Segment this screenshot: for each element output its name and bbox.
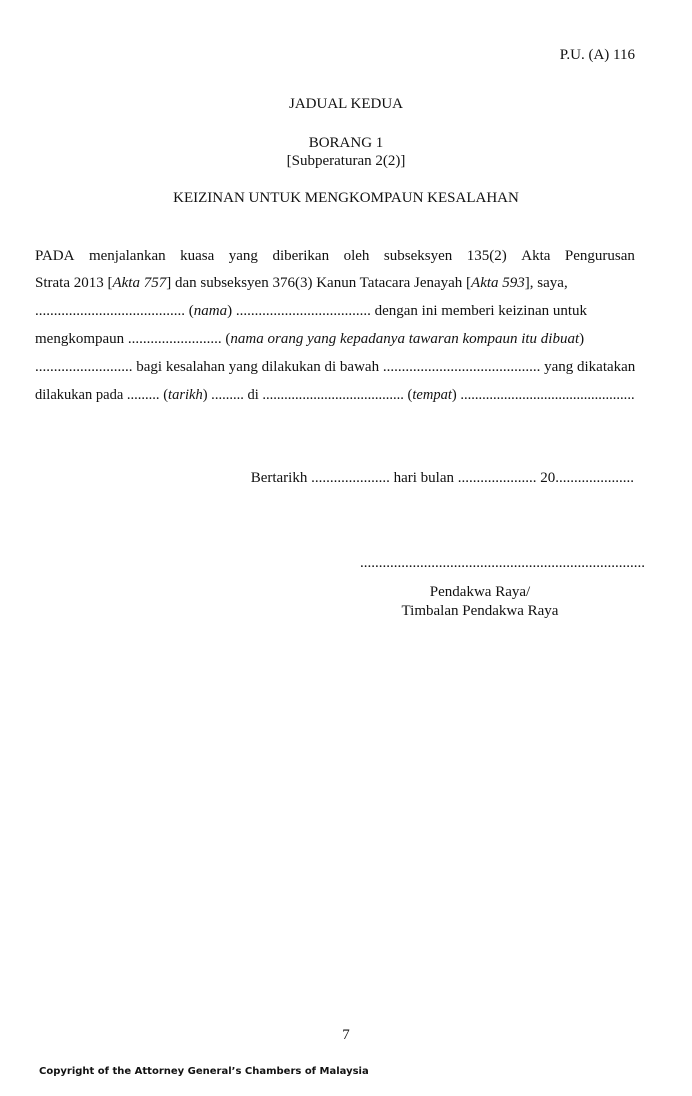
- text: mengkompaun ......................... (: [35, 331, 231, 347]
- date-line: Bertarikh ..................... hari bulan ..................... 20.....................: [250, 470, 634, 486]
- text: ] dan subseksyen 376(3) Kanun Tatacara Jenayah [: [166, 275, 472, 291]
- field-hint-name: nama: [193, 303, 228, 319]
- signatory-title-2: Timbalan Pendakwa Raya: [401, 603, 559, 619]
- paragraph-line-4: [35, 329, 635, 349]
- form-title: BORANG 1: [308, 135, 384, 151]
- text: dilakukan pada ......... (: [35, 387, 169, 403]
- text: Strata 2013 [: [35, 275, 113, 291]
- text: ) ......... di ....................................... (: [202, 387, 413, 403]
- word: subseksyen: [383, 248, 453, 264]
- text: ........................................ (: [35, 303, 194, 319]
- text: ): [579, 331, 585, 347]
- text: ) ................................................: [451, 387, 635, 403]
- field-hint-place: tempat: [412, 387, 452, 403]
- act-reference: Akta 593: [471, 275, 525, 291]
- field-hint-offender: nama orang yang kepadanya tawaran kompaun itu dibuat: [230, 331, 580, 347]
- text: .......................... bagi kesalahan yang dilakukan di bawah .......................................... yang dikatakan: [35, 359, 636, 375]
- paragraph-line-1: [35, 246, 635, 266]
- word: oleh: [343, 248, 370, 264]
- paragraph-line-6: [35, 385, 635, 405]
- signature-line: ............................................................................: [360, 555, 645, 571]
- word: 135(2): [466, 248, 507, 264]
- paragraph-line-2: [35, 273, 635, 293]
- signatory-title-1: Pendakwa Raya/: [429, 584, 531, 600]
- page-number: 7: [342, 1027, 350, 1043]
- word: PADA: [35, 248, 75, 264]
- text: ], saya,: [524, 275, 568, 291]
- text: ) .................................... dengan ini memberi keizinan untuk: [227, 303, 588, 319]
- word: Pengurusan: [564, 248, 635, 264]
- subregulation-reference: [Subperaturan 2(2)]: [286, 153, 406, 169]
- copyright-notice: Copyright of the Attorney General’s Chambers of Malaysia: [39, 1066, 369, 1077]
- word: Akta: [521, 248, 551, 264]
- gazette-reference: P.U. (A) 116: [559, 47, 635, 63]
- word: kuasa: [180, 248, 215, 264]
- word: yang: [228, 248, 258, 264]
- act-reference: Akta 757: [112, 275, 167, 291]
- word: menjalankan: [88, 248, 166, 264]
- field-hint-date: tarikh: [168, 387, 203, 403]
- word: diberikan: [272, 248, 330, 264]
- paragraph-line-3: [35, 301, 635, 321]
- form-heading: KEIZINAN UNTUK MENGKOMPAUN KESALAHAN: [173, 190, 519, 206]
- paragraph-line-5: [35, 357, 635, 377]
- schedule-title: JADUAL KEDUA: [288, 96, 404, 112]
